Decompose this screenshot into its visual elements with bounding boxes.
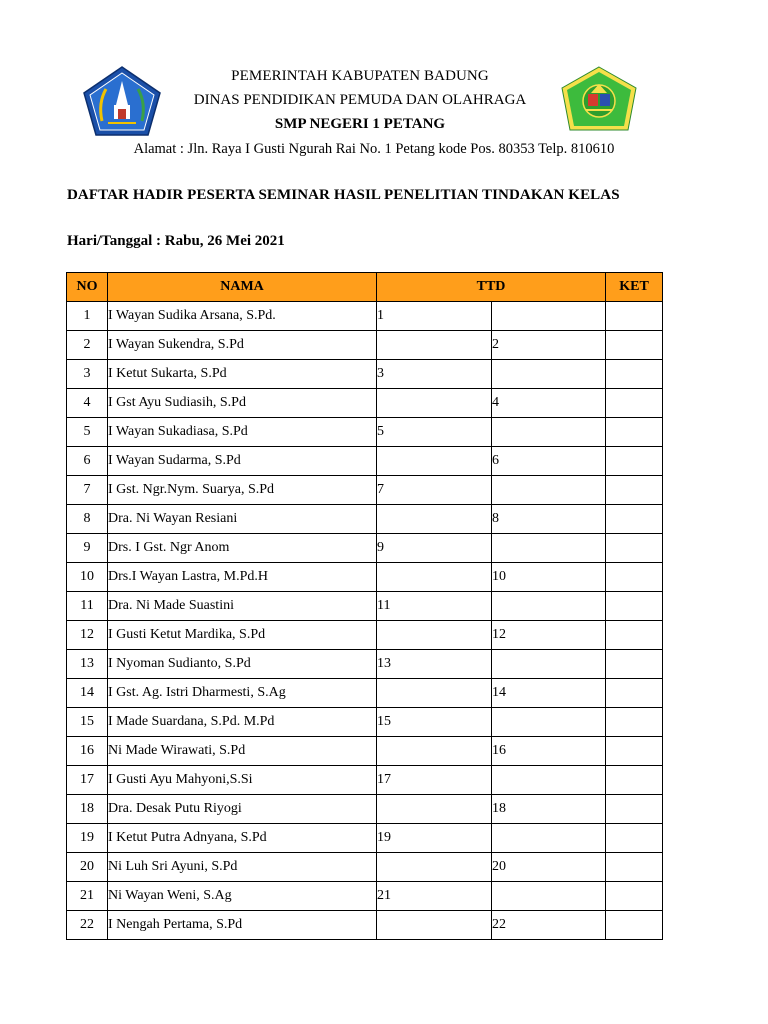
badung-regency-emblem-icon [82, 65, 162, 137]
signature-left: 7 [377, 476, 492, 505]
table-row [67, 650, 663, 679]
table-body [67, 302, 663, 940]
row-number: 21 [67, 882, 108, 911]
table-row [67, 911, 663, 940]
participant-name: I Made Suardana, S.Pd. M.Pd [108, 708, 377, 737]
participant-name: Dra. Desak Putu Riyogi [108, 795, 377, 824]
header-ttd: TTD [377, 273, 606, 302]
signature-right: 18 [492, 795, 606, 824]
row-number: 4 [67, 389, 108, 418]
signature-right: 2 [492, 331, 606, 360]
signature-right [492, 650, 606, 679]
participant-name: I Ketut Sukarta, S.Pd [108, 360, 377, 389]
row-number: 1 [67, 302, 108, 331]
row-number: 22 [67, 911, 108, 940]
signature-right [492, 534, 606, 563]
signature-right: 4 [492, 389, 606, 418]
table-row [67, 505, 663, 534]
row-number: 17 [67, 766, 108, 795]
letterhead-line-department: DINAS PENDIDIKAN PEMUDA DAN OLAHRAGA [193, 92, 527, 108]
remark-cell [606, 766, 663, 795]
row-number: 2 [67, 331, 108, 360]
remark-cell [606, 389, 663, 418]
table-row [67, 679, 663, 708]
participant-name: I Nengah Pertama, S.Pd [108, 911, 377, 940]
participant-name: Dra. Ni Wayan Resiani [108, 505, 377, 534]
participant-name: Ni Wayan Weni, S.Ag [108, 882, 377, 911]
header-nama: NAMA [108, 273, 377, 302]
table-row [67, 302, 663, 331]
signature-left: 5 [377, 418, 492, 447]
signature-right: 8 [492, 505, 606, 534]
signature-left [377, 737, 492, 766]
participant-name: I Ketut Putra Adnyana, S.Pd [108, 824, 377, 853]
remark-cell [606, 418, 663, 447]
participant-name: I Gst Ayu Sudiasih, S.Pd [108, 389, 377, 418]
remark-cell [606, 534, 663, 563]
signature-right [492, 418, 606, 447]
remark-cell [606, 621, 663, 650]
row-number: 6 [67, 447, 108, 476]
remark-cell [606, 476, 663, 505]
signature-right [492, 592, 606, 621]
signature-left: 17 [377, 766, 492, 795]
table-row [67, 418, 663, 447]
signature-right [492, 882, 606, 911]
header-no: NO [67, 273, 108, 302]
table-row [67, 447, 663, 476]
signature-right [492, 360, 606, 389]
signature-left [377, 447, 492, 476]
row-number: 14 [67, 679, 108, 708]
table-row [67, 853, 663, 882]
school-emblem-icon [560, 66, 638, 132]
signature-left: 21 [377, 882, 492, 911]
table-row [67, 737, 663, 766]
row-number: 12 [67, 621, 108, 650]
remark-cell [606, 360, 663, 389]
participant-name: I Nyoman Sudianto, S.Pd [108, 650, 377, 679]
table-row [67, 534, 663, 563]
row-number: 7 [67, 476, 108, 505]
attendance-table [66, 272, 663, 940]
letterhead-line-school: SMP NEGERI 1 PETANG [274, 116, 446, 132]
participant-name: I Wayan Sukadiasa, S.Pd [108, 418, 377, 447]
remark-cell [606, 911, 663, 940]
signature-right [492, 824, 606, 853]
signature-left [377, 505, 492, 534]
signature-left [377, 911, 492, 940]
participant-name: Ni Luh Sri Ayuni, S.Pd [108, 853, 377, 882]
table-row [67, 766, 663, 795]
signature-right: 22 [492, 911, 606, 940]
signature-right [492, 476, 606, 505]
signature-left: 11 [377, 592, 492, 621]
row-number: 9 [67, 534, 108, 563]
remark-cell [606, 882, 663, 911]
remark-cell [606, 302, 663, 331]
remark-cell [606, 563, 663, 592]
row-number: 5 [67, 418, 108, 447]
remark-cell [606, 592, 663, 621]
signature-left [377, 853, 492, 882]
address-text: Alamat : Jln. Raya I Gusti Ngurah Rai No. 1 Petang kode Pos. 80353 Telp. 810610 [133, 141, 615, 157]
table-row [67, 389, 663, 418]
signature-left: 15 [377, 708, 492, 737]
row-number: 19 [67, 824, 108, 853]
signature-left: 3 [377, 360, 492, 389]
participant-name: Ni Made Wirawati, S.Pd [108, 737, 377, 766]
document-title: DAFTAR HADIR PESERTA SEMINAR HASIL PENELITIAN TINDAKAN KELAS [67, 187, 620, 203]
row-number: 20 [67, 853, 108, 882]
table-header-row [67, 273, 663, 302]
table-row [67, 824, 663, 853]
row-number: 3 [67, 360, 108, 389]
participant-name: Dra. Ni Made Suastini [108, 592, 377, 621]
table-row [67, 592, 663, 621]
header-ket: KET [606, 273, 663, 302]
table-row [67, 331, 663, 360]
remark-cell [606, 853, 663, 882]
remark-cell [606, 737, 663, 766]
signature-left: 1 [377, 302, 492, 331]
signature-left [377, 795, 492, 824]
remark-cell [606, 679, 663, 708]
signature-right [492, 302, 606, 331]
row-number: 18 [67, 795, 108, 824]
remark-cell [606, 505, 663, 534]
participant-name: I Wayan Sudarma, S.Pd [108, 447, 377, 476]
signature-right [492, 766, 606, 795]
signature-right: 12 [492, 621, 606, 650]
participant-name: Drs.I Wayan Lastra, M.Pd.H [108, 563, 377, 592]
table-row [67, 563, 663, 592]
table-row [67, 708, 663, 737]
letterhead-address [60, 141, 768, 158]
row-number: 16 [67, 737, 108, 766]
table-row [67, 882, 663, 911]
participant-name: I Wayan Sudika Arsana, S.Pd. [108, 302, 377, 331]
participant-name: I Gusti Ayu Mahyoni,S.Si [108, 766, 377, 795]
row-number: 10 [67, 563, 108, 592]
date-line: Hari/Tanggal : Rabu, 26 Mei 2021 [67, 233, 285, 249]
remark-cell [606, 650, 663, 679]
table-row [67, 476, 663, 505]
row-number: 15 [67, 708, 108, 737]
signature-left: 19 [377, 824, 492, 853]
row-number: 8 [67, 505, 108, 534]
signature-left: 9 [377, 534, 492, 563]
signature-right: 16 [492, 737, 606, 766]
signature-left [377, 331, 492, 360]
remark-cell [606, 331, 663, 360]
signature-left [377, 679, 492, 708]
table-row [67, 360, 663, 389]
remark-cell [606, 795, 663, 824]
signature-right: 10 [492, 563, 606, 592]
remark-cell [606, 824, 663, 853]
signature-left: 13 [377, 650, 492, 679]
table-row [67, 795, 663, 824]
signature-left [377, 621, 492, 650]
row-number: 11 [67, 592, 108, 621]
participant-name: I Wayan Sukendra, S.Pd [108, 331, 377, 360]
participant-name: I Gusti Ketut Mardika, S.Pd [108, 621, 377, 650]
table-row [67, 621, 663, 650]
signature-right: 6 [492, 447, 606, 476]
signature-right [492, 708, 606, 737]
remark-cell [606, 708, 663, 737]
participant-name: Drs. I Gst. Ngr Anom [108, 534, 377, 563]
row-number: 13 [67, 650, 108, 679]
signature-right: 14 [492, 679, 606, 708]
participant-name: I Gst. Ag. Istri Dharmesti, S.Ag [108, 679, 377, 708]
remark-cell [606, 447, 663, 476]
participant-name: I Gst. Ngr.Nym. Suarya, S.Pd [108, 476, 377, 505]
letterhead-line-government: PEMERINTAH KABUPATEN BADUNG [231, 68, 489, 84]
signature-left [377, 563, 492, 592]
signature-left [377, 389, 492, 418]
signature-right: 20 [492, 853, 606, 882]
